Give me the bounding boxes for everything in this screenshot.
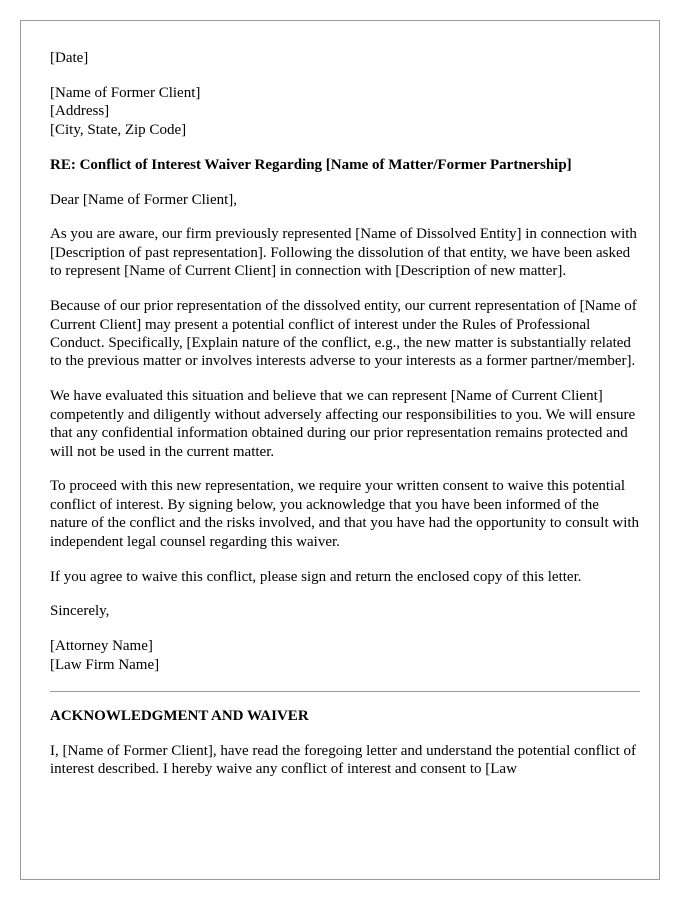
letter-page: [20, 20, 660, 880]
subject-line: RE: Conflict of Interest Waiver Regarding [Name of Matter/Former Partnership]: [50, 156, 572, 173]
acknowledgment-heading: ACKNOWLEDGMENT AND WAIVER: [50, 707, 309, 724]
recipient-city-state-zip: [City, State, Zip Code]: [50, 121, 187, 138]
law-firm-name: [Law Firm Name]: [50, 656, 160, 673]
closing: Sincerely,: [50, 603, 110, 620]
recipient-address: [Address]: [50, 103, 110, 120]
recipient-name: [Name of Former Client]: [50, 84, 201, 101]
salutation: Dear [Name of Former Client],: [50, 191, 238, 208]
body-paragraph-4: To proceed with this new representation, we require your written consent to waive this potential conflict of interest. By signing below, you acknowledge that you have been informed of the nature of the conflict and the risks involved, and that you have had the opportunity to consult with independent legal counsel regarding this waiver.: [50, 478, 640, 550]
body-paragraph-1: As you are aware, our firm previously represented [Name of Dissolved Entity] in connection with [Description of past representation]. Following the dissolution of that entity, we have been asked to represent [Name of Current Client] in connection with [Description of new matter].: [50, 226, 637, 280]
signature-block: [50, 637, 640, 674]
letter-date: [Date]: [50, 50, 89, 66]
attorney-name: [Attorney Name]: [50, 638, 153, 655]
recipient-block: [50, 84, 640, 139]
body-paragraph-3: We have evaluated this situation and believe that we can represent [Name of Current Client] competently and diligently without adversely affecting our responsibilities to you. We will ensure that any confidential information obtained during our prior representation remains protected and will not be used in the current matter.: [50, 388, 636, 460]
acknowledgment-text: I, [Name of Former Client], have read the foregoing letter and understand the potential conflict of interest described. I hereby waive any conflict of interest and consent to [Law: [50, 742, 637, 777]
body-paragraph-5: If you agree to waive this conflict, please sign and return the enclosed copy of this letter.: [50, 568, 582, 585]
letter-content: [50, 49, 640, 795]
section-divider: [50, 691, 640, 692]
body-paragraph-2: Because of our prior representation of the dissolved entity, our current representation of [Name of Current Client] may present a potential conflict of interest under the Rules of Professional Conduct. Specifically, [Explain nature of the conflict, e.g., the new matter is substantially related to the previous matter or involves interests adverse to your interests as a former partner/member].: [50, 298, 637, 370]
